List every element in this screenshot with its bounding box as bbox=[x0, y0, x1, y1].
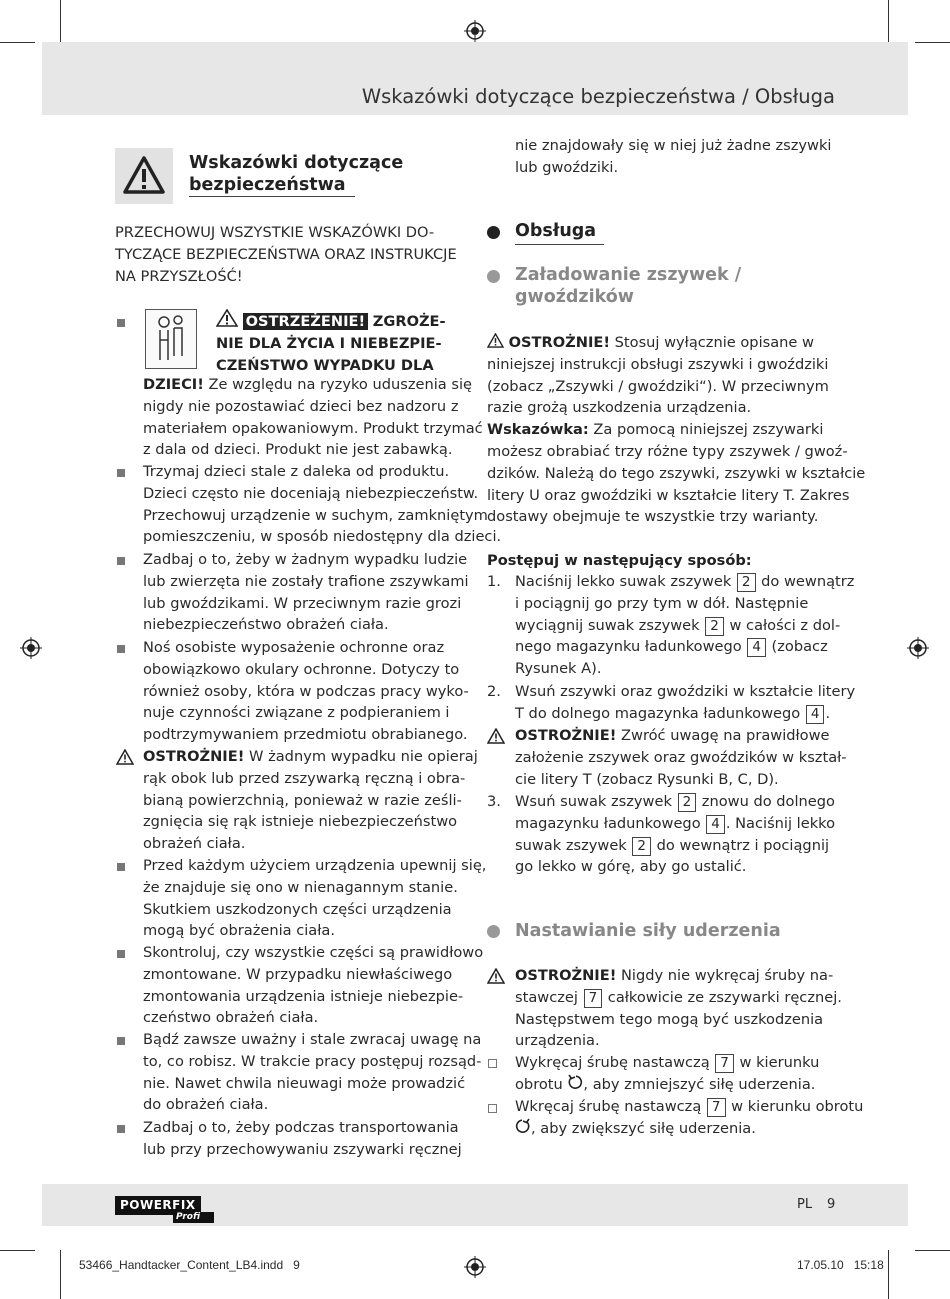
subsection-title-line: gwoździków bbox=[515, 287, 634, 307]
text-line: Trzymaj dzieci stale z daleka od produktu. bbox=[143, 463, 450, 480]
intro-text bbox=[115, 222, 457, 287]
text-line: mogą być obrażenia ciała. bbox=[143, 922, 335, 940]
text-line: pomieszczeniu, w sposób niedostępny dla dzieci. bbox=[143, 528, 502, 546]
subsection-title-line: Załadowanie zszywek / bbox=[515, 265, 742, 285]
text-line: Za pomocą niniejszej zszywarki bbox=[588, 421, 824, 439]
warning-cont-bold: DZIECI! bbox=[143, 376, 204, 393]
text-line: lub zwierzęta nie zostały trafione zszywkami bbox=[143, 572, 469, 590]
text-span: w kierunku bbox=[734, 1054, 820, 1071]
bullet-square bbox=[117, 319, 125, 327]
text-line: W żadnym wypadku nie opieraj bbox=[244, 748, 478, 765]
text-span: do wewnątrz i pociągnij bbox=[651, 836, 830, 854]
file-slug: 53466_Handtacker_Content_LB4.indd 9 bbox=[79, 1258, 300, 1272]
text-line: Stosuj wyłącznie opisane w bbox=[610, 334, 814, 351]
list-item bbox=[143, 942, 483, 1029]
list-item bbox=[143, 1029, 481, 1116]
part-number-box: 2 bbox=[705, 617, 724, 636]
title-underline bbox=[189, 196, 355, 197]
step-number: 2. bbox=[487, 683, 501, 700]
caution-triangle-icon bbox=[487, 968, 505, 984]
text-line: Bądź zawsze uważny i stale zwracaj uwagę na bbox=[143, 1031, 482, 1048]
registration-mark-icon bbox=[907, 637, 929, 659]
registration-mark-icon bbox=[20, 637, 42, 659]
brand-name: POWERFIX bbox=[115, 1196, 201, 1215]
text-line: rąk obok lub przed zszywarką ręczną i obra- bbox=[143, 769, 466, 787]
text-line: zmontowania urządzenia istnieje niebezpie- bbox=[143, 987, 464, 1005]
bullet-square bbox=[117, 645, 125, 653]
warning-badge: OSTRZEŻENIE! bbox=[243, 313, 368, 330]
crop-mark bbox=[888, 1250, 889, 1299]
child-hazard-icon bbox=[145, 309, 197, 369]
text-line: urządzenia. bbox=[515, 1032, 600, 1050]
text-line: litery U oraz gwoździki w kształcie litery T. Zakres bbox=[487, 486, 850, 504]
text-span: . Naciśnij lekko bbox=[725, 814, 836, 832]
registration-mark-icon bbox=[464, 20, 486, 42]
text-span: , aby zwiększyć siłę uderzenia. bbox=[531, 1119, 756, 1137]
text-line: niebezpieczeństwo obrażeń ciała. bbox=[143, 616, 389, 634]
section-title-line: Wskazówki dotyczące bbox=[189, 153, 404, 173]
step-3 bbox=[515, 791, 835, 878]
crop-mark bbox=[888, 0, 889, 44]
text-line: obrażeń ciała. bbox=[143, 835, 246, 853]
text-line: nuje czynności związane z podpieraniem i bbox=[143, 704, 450, 722]
caution-triangle-icon bbox=[116, 749, 134, 765]
checkbox-square-icon bbox=[488, 1104, 497, 1113]
text-span: magazynku ładunkowego bbox=[515, 814, 706, 832]
text-line: niniejszej instrukcji obsługi zszywki i gwoździki bbox=[487, 355, 829, 373]
text-span: obrotu bbox=[515, 1075, 568, 1093]
step-number: 1. bbox=[487, 573, 501, 590]
step-1 bbox=[515, 571, 854, 680]
caution-label: OSTROŻNIE! bbox=[143, 748, 245, 765]
list-item bbox=[143, 461, 501, 548]
title-underline bbox=[515, 244, 604, 245]
text-line: dostawy obejmuje te wszystkie trzy warianty. bbox=[487, 508, 819, 526]
child-warning-cont bbox=[143, 374, 483, 461]
hint-label: Wskazówka: bbox=[487, 421, 589, 439]
text-line: Następstwem tego mogą być uszkodzenia bbox=[515, 1010, 824, 1028]
text-span: Zwróć uwagę na prawidłowe bbox=[616, 727, 830, 744]
text-line: obowiązkowo okulary ochronne. Dotyczy to bbox=[143, 660, 460, 678]
bullet-square bbox=[117, 950, 125, 958]
text-line: lub przy przechowywaniu zszywarki ręcznej bbox=[143, 1140, 462, 1158]
caution-label: OSTROŻNIE! bbox=[508, 334, 611, 351]
intro-line: NA PRZYSZŁOŚĆ! bbox=[115, 267, 243, 285]
intro-line: PRZECHOWUJ WSZYSTKIE WSKAZÓWKI DO- bbox=[115, 224, 435, 241]
language-code: PL bbox=[797, 1197, 813, 1212]
part-number-box: 7 bbox=[715, 1054, 734, 1073]
page-header-title: Wskazówki dotyczące bezpieczeństwa / Obsługa bbox=[361, 85, 835, 108]
text-line: i pociągnij go przy tym w dół. Następnie bbox=[515, 594, 809, 612]
section-dot bbox=[487, 226, 500, 239]
text-span: , aby zmniejszyć siłę uderzenia. bbox=[583, 1075, 816, 1093]
part-number-box: 2 bbox=[737, 573, 756, 592]
crop-mark bbox=[0, 1250, 35, 1251]
brand-logo bbox=[115, 1196, 215, 1226]
text-span: w całości z dol- bbox=[724, 616, 841, 634]
text-line: Wsuń zszywki oraz gwoździki w kształcie litery bbox=[515, 683, 856, 700]
warning-head-line: CZEŃSTWO WYPADKU DLA bbox=[216, 356, 434, 374]
text-line: zmontowane. W przypadku niewłaściwego bbox=[143, 965, 453, 983]
text-span: Naciśnij lekko suwak zszywek bbox=[515, 573, 736, 590]
caution-triangle-icon bbox=[487, 333, 504, 348]
crop-mark bbox=[915, 42, 950, 43]
warning-triangle-icon bbox=[216, 309, 238, 327]
text-line: Zadbaj o to, żeby podczas transportowania bbox=[143, 1119, 459, 1136]
text-line: Dzieci często nie doceniają niebezpieczeństw. bbox=[143, 484, 479, 502]
warning-head-line: NIE DLA ŻYCIA I NIEBEZPIE- bbox=[216, 334, 442, 352]
text-span: znowu do dolnego bbox=[697, 793, 835, 810]
text-span: Nigdy nie wykręcaj śruby na- bbox=[616, 967, 834, 984]
text-line: razie grożą uszkodzenia urządzenia. bbox=[487, 399, 752, 417]
procedure-title: Postępuj w następujący sposób: bbox=[487, 552, 752, 569]
text-span: do wewnątrz bbox=[756, 573, 855, 590]
part-number-box: 7 bbox=[707, 1098, 726, 1117]
text-line: (zobacz „Zszywki / gwoździki“). W przeciwnym bbox=[487, 377, 829, 395]
text-line: Rysunek A). bbox=[515, 660, 602, 678]
part-number-box: 4 bbox=[706, 815, 725, 834]
caution-block bbox=[515, 965, 842, 1052]
text-line: nigdy nie pozostawiać dzieci bez nadzoru z bbox=[143, 397, 459, 415]
step-number: 3. bbox=[487, 793, 501, 810]
list-item bbox=[143, 855, 486, 942]
text-line: dzików. Należą do tego zszywki, zszywki w kształcie bbox=[487, 464, 866, 482]
crop-mark bbox=[60, 1250, 61, 1299]
text-line: Noś osobiste wyposażenie ochronne oraz bbox=[143, 639, 445, 656]
text-line: bianą powierzchnią, ponieważ w razie ześli- bbox=[143, 791, 462, 809]
text-span: Wykręcaj śrubę nastawczą bbox=[515, 1054, 715, 1071]
registration-mark-icon bbox=[464, 1256, 486, 1278]
bullet-square bbox=[117, 557, 125, 565]
section-title-obsluga: Obsługa bbox=[515, 221, 597, 241]
text-span: Wkręcaj śrubę nastawczą bbox=[515, 1098, 706, 1115]
text-line: materiałem opakowaniowym. Produkt trzymać bbox=[143, 419, 483, 437]
text-line: lub gwoździki. bbox=[515, 158, 619, 176]
subsection-title-loading bbox=[515, 264, 741, 308]
text-line: z dala od dzieci. Produkt nie jest zabawką. bbox=[143, 441, 453, 459]
text-line: podtrzymywaniem przedmiotu obrabianego. bbox=[143, 726, 468, 744]
text-line: cie litery T (zobacz Rysunki B, C, D). bbox=[515, 770, 779, 788]
text-line: lub gwoździkami. W przeciwnym razie grozi bbox=[143, 594, 462, 612]
part-number-box: 4 bbox=[747, 638, 766, 657]
intro-line: TYCZĄCE BEZPIECZEŃSTWA ORAZ INSTRUKCJE bbox=[115, 245, 457, 263]
text-span: Wsuń suwak zszywek bbox=[515, 793, 677, 810]
text-line: czeństwo obrażeń ciała. bbox=[143, 1009, 319, 1027]
text-line: to, co robisz. W trakcie pracy postępuj rozsąd- bbox=[143, 1052, 482, 1070]
text-line: go lekko w górę, aby go ustalić. bbox=[515, 858, 747, 876]
text-span: całkowicie ze zszywarki ręcznej. bbox=[603, 988, 842, 1006]
part-number-box: 2 bbox=[632, 837, 651, 856]
text-line: możesz obrabiać trzy różne typy zszywek / gwoź- bbox=[487, 442, 848, 460]
text-line: również osoby, która w podczas pracy wyko- bbox=[143, 682, 469, 700]
caution-block bbox=[515, 725, 847, 790]
text-line: Ze względu na ryzyko uduszenia się bbox=[203, 376, 472, 393]
text-line: Zadbaj o to, żeby w żadnym wypadku ludzie bbox=[143, 551, 468, 568]
caution-block bbox=[487, 332, 865, 528]
text-span: suwak zszywek bbox=[515, 836, 632, 854]
text-span: . bbox=[825, 704, 831, 722]
text-line: nie. Nawet chwila nieuwagi może prowadzić bbox=[143, 1074, 466, 1092]
section-title-safety bbox=[189, 152, 403, 196]
text-line: że znajduje się ono w nienagannym stanie. bbox=[143, 878, 458, 896]
print-date: 17.05.10 15:18 bbox=[797, 1258, 884, 1272]
continued-text bbox=[515, 135, 832, 179]
text-line: do obrażeń ciała. bbox=[143, 1096, 269, 1114]
text-span: T do dolnego magazynka ładunkowego bbox=[515, 704, 805, 722]
option-item bbox=[515, 1096, 863, 1140]
text-span: stawczej bbox=[515, 988, 583, 1006]
checkbox-square-icon bbox=[488, 1059, 497, 1068]
step-2 bbox=[515, 681, 855, 725]
text-line: założenie zszywek oraz gwoździków w kształ- bbox=[515, 748, 847, 766]
text-line: Przed każdym użyciem urządzenia upewnij się, bbox=[143, 857, 487, 874]
caution-label: OSTROŻNIE! bbox=[515, 967, 617, 984]
text-span: (zobacz bbox=[766, 638, 828, 656]
text-line: nie znajdowały się w niej już żadne zszywki bbox=[515, 137, 832, 154]
text-span: nego magazynku ładunkowego bbox=[515, 638, 747, 656]
section-dot bbox=[487, 270, 500, 283]
part-number-box: 2 bbox=[678, 793, 697, 812]
crop-mark bbox=[915, 1250, 950, 1251]
part-number-box: 7 bbox=[584, 989, 603, 1008]
caution-label: OSTROŻNIE! bbox=[515, 727, 617, 744]
warning-sign-icon bbox=[115, 148, 173, 204]
crop-mark bbox=[0, 42, 35, 43]
section-dot bbox=[487, 925, 500, 938]
option-item bbox=[515, 1052, 819, 1096]
rotate-counterclockwise-icon bbox=[567, 1074, 583, 1090]
subsection-title-force: Nastawianie siły uderzenia bbox=[515, 921, 781, 941]
warning-head-line: ZGROŻE- bbox=[372, 313, 446, 330]
crop-mark bbox=[60, 0, 61, 44]
part-number-box: 4 bbox=[806, 705, 825, 724]
text-span: w kierunku obrotu bbox=[726, 1098, 864, 1115]
text-span: wyciągnij suwak zszywek bbox=[515, 616, 705, 634]
bullet-square bbox=[117, 1125, 125, 1133]
page-number: 9 bbox=[827, 1197, 836, 1212]
text-line: zgnięcia się rąk istnieje niebezpieczeństwo bbox=[143, 813, 458, 831]
text-line: Skutkiem uszkodzonych części urządzenia bbox=[143, 900, 452, 918]
child-warning bbox=[216, 309, 446, 376]
text-line: Skontroluj, czy wszystkie części są prawidłowo bbox=[143, 944, 484, 961]
bullet-square bbox=[117, 469, 125, 477]
bullet-square bbox=[117, 1037, 125, 1045]
list-item bbox=[143, 549, 469, 636]
caution-triangle-icon bbox=[487, 728, 505, 744]
bullet-square bbox=[117, 863, 125, 871]
rotate-clockwise-icon bbox=[515, 1118, 531, 1134]
section-title-line: bezpieczeństwa bbox=[189, 175, 346, 195]
text-line: Przechowuj urządzenie w suchym, zamkniętym bbox=[143, 506, 488, 524]
caution-block bbox=[143, 746, 478, 855]
list-item bbox=[143, 1117, 462, 1161]
list-item bbox=[143, 637, 469, 746]
brand-sub: Profi bbox=[173, 1212, 214, 1223]
